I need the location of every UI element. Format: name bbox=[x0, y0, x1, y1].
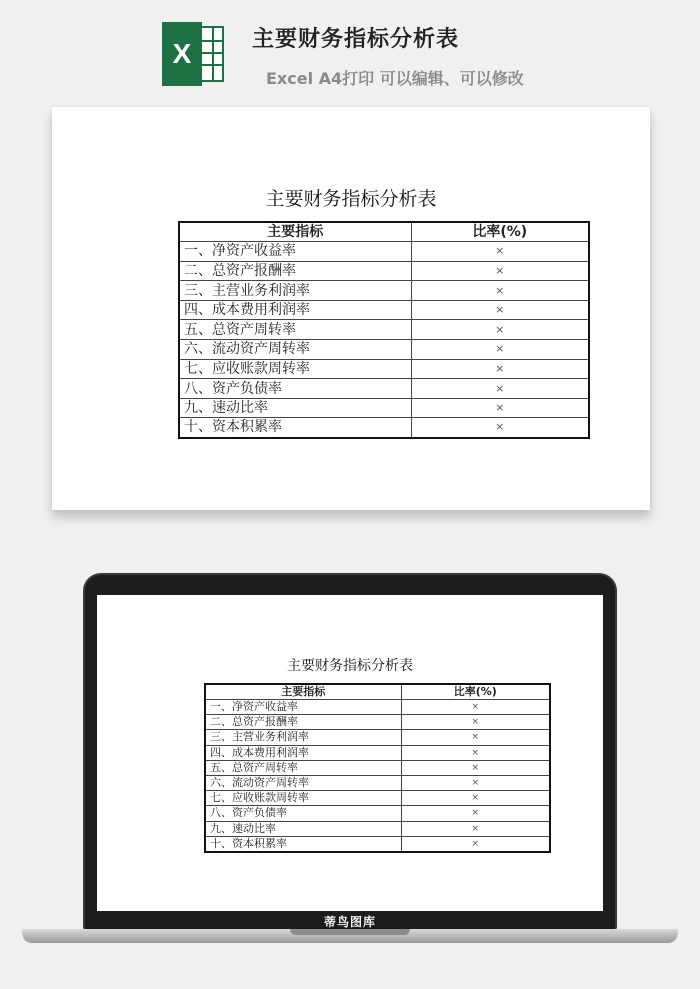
ratio-value: × bbox=[411, 320, 589, 340]
excel-icon bbox=[162, 22, 226, 86]
table-row bbox=[179, 340, 589, 360]
page-title: 主要财务指标分析表 bbox=[252, 27, 460, 52]
column-header-indicator: 主要指标 bbox=[179, 222, 411, 242]
table-row bbox=[205, 775, 550, 790]
ratio-value: × bbox=[411, 300, 589, 320]
table-row bbox=[205, 745, 550, 760]
table-row bbox=[205, 836, 550, 852]
table-row bbox=[205, 715, 550, 730]
ratio-value: × bbox=[401, 836, 550, 852]
indicator-label: 七、应收账款周转率 bbox=[205, 791, 401, 806]
page-header bbox=[0, 0, 700, 100]
table-row bbox=[179, 379, 589, 399]
table-row bbox=[205, 806, 550, 821]
ratio-value: × bbox=[401, 806, 550, 821]
table-header-row bbox=[205, 684, 550, 700]
table-row bbox=[205, 760, 550, 775]
indicator-label: 六、流动资产周转率 bbox=[179, 340, 411, 360]
indicator-label: 十、资本积累率 bbox=[179, 418, 411, 438]
indicator-label: 八、资产负债率 bbox=[179, 379, 411, 399]
indicator-label: 五、总资产周转率 bbox=[205, 760, 401, 775]
ratio-value: × bbox=[411, 418, 589, 438]
table-row bbox=[179, 359, 589, 379]
financial-indicator-table bbox=[178, 221, 590, 439]
laptop-financial-indicator-table bbox=[204, 683, 551, 853]
ratio-value: × bbox=[401, 791, 550, 806]
ratio-value: × bbox=[411, 242, 589, 262]
ratio-value: × bbox=[401, 730, 550, 745]
indicator-label: 二、总资产报酬率 bbox=[179, 261, 411, 281]
ratio-value: × bbox=[411, 398, 589, 418]
table-row bbox=[205, 791, 550, 806]
indicator-label: 九、速动比率 bbox=[205, 821, 401, 836]
indicator-label: 一、净资产收益率 bbox=[205, 700, 401, 715]
laptop-document-title: 主要财务指标分析表 bbox=[287, 658, 413, 674]
table-row bbox=[179, 320, 589, 340]
indicator-label: 七、应收账款周转率 bbox=[179, 359, 411, 379]
ratio-value: × bbox=[411, 340, 589, 360]
ratio-value: × bbox=[411, 359, 589, 379]
table-row bbox=[179, 242, 589, 262]
ratio-value: × bbox=[401, 715, 550, 730]
table-row bbox=[205, 730, 550, 745]
document-title: 主要财务指标分析表 bbox=[265, 188, 437, 210]
ratio-value: × bbox=[401, 760, 550, 775]
indicator-label: 八、资产负债率 bbox=[205, 806, 401, 821]
table-row bbox=[179, 261, 589, 281]
ratio-value: × bbox=[401, 821, 550, 836]
laptop-brand-label: 蒂鸟图库 bbox=[323, 915, 376, 929]
ratio-value: × bbox=[411, 281, 589, 301]
ratio-value: × bbox=[401, 700, 550, 715]
indicator-label: 六、流动资产周转率 bbox=[205, 775, 401, 790]
indicator-label: 一、净资产收益率 bbox=[179, 242, 411, 262]
table-row bbox=[179, 398, 589, 418]
page-subtitle: Excel A4打印 可以编辑、可以修改 bbox=[266, 69, 524, 88]
table-row bbox=[179, 281, 589, 301]
column-header-indicator: 主要指标 bbox=[205, 684, 401, 700]
indicator-label: 四、成本费用利润率 bbox=[205, 745, 401, 760]
ratio-value: × bbox=[411, 379, 589, 399]
laptop-notch bbox=[290, 929, 410, 935]
indicator-label: 九、速动比率 bbox=[179, 398, 411, 418]
indicator-label: 十、资本积累率 bbox=[205, 836, 401, 852]
excel-badge: X bbox=[162, 22, 202, 86]
indicator-label: 四、成本费用利润率 bbox=[179, 300, 411, 320]
table-row bbox=[179, 300, 589, 320]
ratio-value: × bbox=[401, 745, 550, 760]
indicator-label: 五、总资产周转率 bbox=[179, 320, 411, 340]
column-header-ratio: 比率(%) bbox=[411, 222, 589, 242]
column-header-ratio: 比率(%) bbox=[401, 684, 550, 700]
table-row bbox=[205, 700, 550, 715]
table-row bbox=[205, 821, 550, 836]
indicator-label: 三、主营业务利润率 bbox=[179, 281, 411, 301]
table-header-row bbox=[179, 222, 589, 242]
ratio-value: × bbox=[401, 775, 550, 790]
ratio-value: × bbox=[411, 261, 589, 281]
table-row bbox=[179, 418, 589, 438]
indicator-label: 二、总资产报酬率 bbox=[205, 715, 401, 730]
indicator-label: 三、主营业务利润率 bbox=[205, 730, 401, 745]
